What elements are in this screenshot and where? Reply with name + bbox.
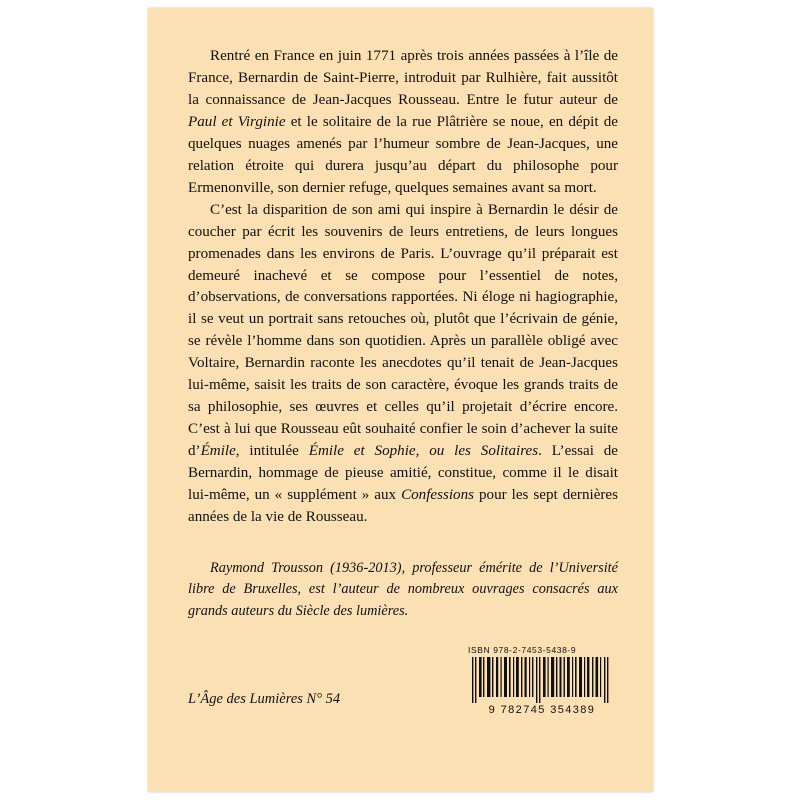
series-line: L’Âge des Lumières N° 54 bbox=[188, 691, 341, 707]
blurb-text-block bbox=[188, 46, 618, 622]
blurb-paragraph-1: Rentré en France en juin 1771 après trois années passées à l’île de France, Bernardin de Saint-Pierre, introduit par Rulhière, fait aussitôt la connaissance de Jean-Jacques Rousseau. Entre le futur auteur de Paul et Virginie et le solitaire de la rue Plâtrière se noue, en dépit de quelques nuages amenés par l’humeur sombre de Jean-Jacques, une relation étroite qui durera jusqu’au départ du philosophe pour Ermenonville, son dernier refuge, quelques semaines avant sa mort. bbox=[188, 48, 618, 196]
blurb-paragraph-2: C’est la disparition de son ami qui inspire à Bernardin le désir de coucher par écrit les souvenirs de leurs entretiens, de leurs longues promenades dans les environs de Paris. L’ouvrage qu’il préparait est demeuré inachevé et se compose pour l’essentiel de notes, d’observations, de conversations rapportées. Ni éloge ni hagiographie, il se veut un portrait sans retouches où, plutôt que l’écrivain de génie, se révèle l’homme dans son quotidien. Après un parallèle obligé avec Voltaire, Bernardin raconte les anecdotes qu’il tenait de Jean-Jacques lui-même, saisit les traits de son caractère, évoque les grands traits de sa philosophie, ses œuvres et celles qu’il projetait d’écrire encore. C’est à lui que Rousseau eût souhaité confier le soin d’achever la suite d’Émile, intitulée Émile et Sophie, ou les Solitaires. L’essai de Bernardin, hommage de pieuse amitié, constitue, comme il le disait lui-même, un « supplément » aux Confessions pour les sept dernières années de la vie de Rousseau. bbox=[188, 201, 619, 526]
barcode-bars-icon bbox=[466, 657, 618, 703]
book-back-cover bbox=[148, 8, 653, 792]
author-bio: Raymond Trousson (1936-2013), professeur émérite de l’Université libre de Bruxelles, est l’auteur de nombreux ouvrages consacrés aux grands auteurs du Siècle des lumières. bbox=[188, 559, 618, 619]
barcode-image bbox=[466, 657, 618, 703]
isbn-label: ISBN 978-2-7453-5438-9 bbox=[468, 645, 577, 655]
cover-footer bbox=[188, 636, 618, 716]
barcode-digits: 9 782745 354389 bbox=[488, 704, 596, 716]
barcode-block bbox=[466, 645, 618, 716]
